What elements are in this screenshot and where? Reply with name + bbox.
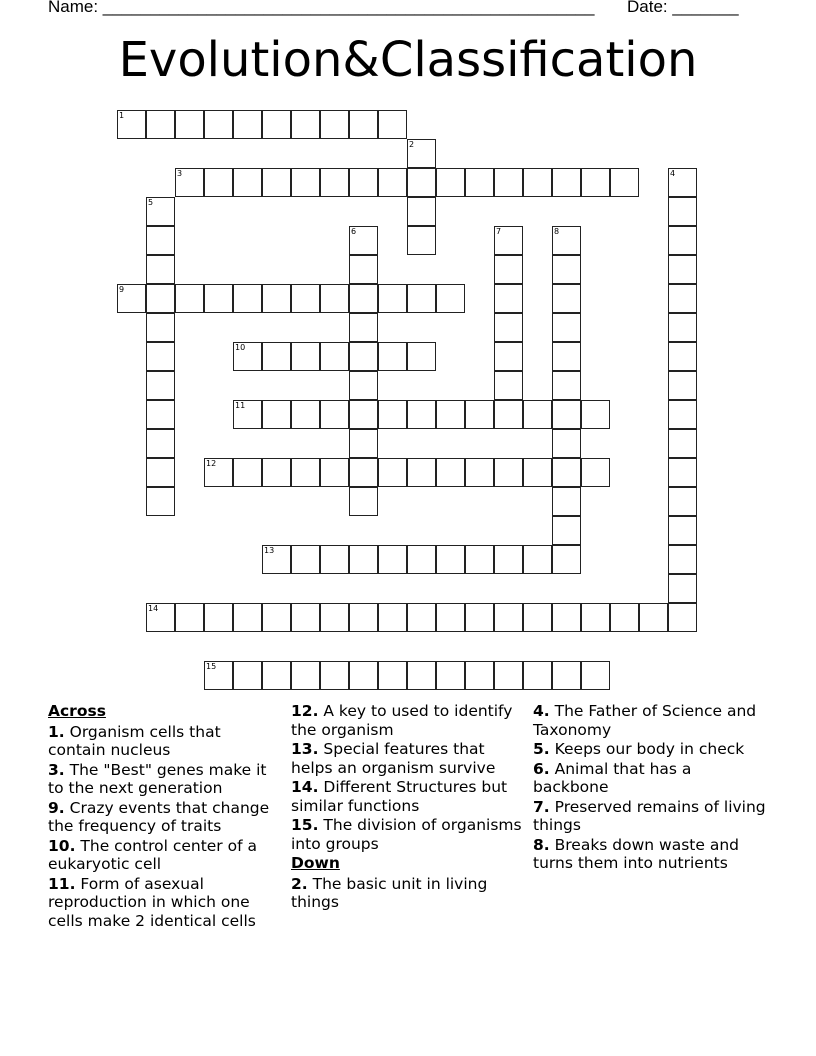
grid-cell[interactable] (204, 284, 233, 313)
grid-cell[interactable] (146, 371, 175, 400)
grid-cell[interactable] (291, 400, 320, 429)
grid-cell[interactable] (349, 342, 378, 371)
grid-cell[interactable] (407, 458, 436, 487)
grid-cell[interactable] (233, 342, 262, 371)
grid-cell[interactable] (552, 545, 581, 574)
grid-cell[interactable] (320, 168, 349, 197)
clues-column-2 (291, 702, 526, 913)
clues-column-3 (533, 702, 768, 874)
grid-cell[interactable] (349, 110, 378, 139)
grid-cell[interactable] (146, 255, 175, 284)
grid-cell[interactable] (639, 603, 668, 632)
grid-cell[interactable] (146, 400, 175, 429)
date-field[interactable]: Date: _______ (627, 0, 739, 16)
clue-down-5: 5. Keeps our body in check (533, 740, 745, 758)
grid-cell[interactable] (552, 313, 581, 342)
grid-cell[interactable] (320, 661, 349, 690)
grid-cell[interactable] (668, 429, 697, 458)
clue-down-8: 8. Breaks down waste and turns them into nutrients (533, 835, 740, 872)
grid-cell[interactable] (291, 545, 320, 574)
grid-cell[interactable] (465, 400, 494, 429)
grid-cell[interactable] (204, 168, 233, 197)
grid-cell[interactable] (320, 110, 349, 139)
grid-cell[interactable] (233, 603, 262, 632)
grid-cell[interactable] (378, 661, 407, 690)
grid-cell[interactable] (262, 168, 291, 197)
grid-cell[interactable] (378, 110, 407, 139)
grid-cell[interactable] (291, 110, 320, 139)
grid-cell[interactable] (262, 400, 291, 429)
grid-cell[interactable] (668, 603, 697, 632)
clue-across-3: 3. The "Best" genes make it to the next generation (48, 760, 267, 797)
crossword-grid (117, 110, 717, 710)
grid-cell[interactable] (262, 284, 291, 313)
grid-cell[interactable] (407, 284, 436, 313)
clue-across-13: 13. Special features that helps an organism survive (291, 740, 496, 777)
grid-cell[interactable] (320, 400, 349, 429)
grid-cell[interactable] (523, 400, 552, 429)
grid-cell[interactable] (552, 516, 581, 545)
clue-number: 15 (206, 662, 217, 671)
clue-number: 5 (148, 198, 154, 207)
grid-cell[interactable] (349, 458, 378, 487)
grid-cell[interactable] (552, 661, 581, 690)
grid-cell[interactable] (407, 139, 436, 168)
clue-number: 1 (119, 111, 125, 120)
grid-cell[interactable] (465, 545, 494, 574)
clues-column-1 (48, 702, 283, 931)
grid-cell[interactable] (494, 400, 523, 429)
grid-cell[interactable] (349, 429, 378, 458)
grid-cell[interactable] (581, 661, 610, 690)
grid-cell[interactable] (407, 226, 436, 255)
grid-cell[interactable] (668, 545, 697, 574)
grid-cell[interactable] (407, 168, 436, 197)
clue-across-11: 11. Form of asexual reproduction in which one cells make 2 identical cells (48, 874, 256, 930)
grid-cell[interactable] (494, 458, 523, 487)
grid-cell[interactable] (494, 284, 523, 313)
clue-across-12: 12. A key to used to identify the organism (291, 702, 513, 739)
grid-cell[interactable] (668, 516, 697, 545)
grid-cell[interactable] (320, 603, 349, 632)
grid-cell[interactable] (233, 400, 262, 429)
grid-cell[interactable] (494, 226, 523, 255)
grid-cell[interactable] (610, 603, 639, 632)
grid-cell[interactable] (668, 458, 697, 487)
grid-cell[interactable] (523, 168, 552, 197)
grid-cell[interactable] (291, 603, 320, 632)
grid-cell[interactable] (668, 371, 697, 400)
grid-cell[interactable] (668, 400, 697, 429)
grid-cell[interactable] (349, 168, 378, 197)
grid-cell[interactable] (233, 110, 262, 139)
grid-cell[interactable] (378, 284, 407, 313)
grid-cell[interactable] (494, 342, 523, 371)
grid-cell[interactable] (146, 226, 175, 255)
clue-across-10: 10. The control center of a eukaryotic cell (48, 836, 257, 873)
grid-cell[interactable] (407, 197, 436, 226)
grid-cell[interactable] (581, 458, 610, 487)
grid-cell[interactable] (349, 603, 378, 632)
grid-cell[interactable] (552, 603, 581, 632)
grid-cell[interactable] (552, 284, 581, 313)
grid-cell[interactable] (552, 487, 581, 516)
grid-cell[interactable] (233, 661, 262, 690)
grid-cell[interactable] (146, 342, 175, 371)
grid-cell[interactable] (552, 255, 581, 284)
grid-cell[interactable] (349, 487, 378, 516)
name-field[interactable]: Name: ____________________________________________________ (48, 0, 595, 16)
grid-cell[interactable] (465, 168, 494, 197)
grid-cell[interactable] (407, 342, 436, 371)
clue-down-7: 7. Preserved remains of living things (533, 797, 766, 834)
grid-cell[interactable] (349, 255, 378, 284)
grid-cell[interactable] (494, 545, 523, 574)
grid-cell[interactable] (668, 255, 697, 284)
grid-cell[interactable] (610, 168, 639, 197)
clue-number: 12 (206, 459, 217, 468)
grid-cell[interactable] (436, 603, 465, 632)
grid-cell[interactable] (465, 603, 494, 632)
grid-cell[interactable] (494, 371, 523, 400)
page-title: Evolution&Classification (118, 32, 698, 88)
grid-cell[interactable] (146, 487, 175, 516)
grid-cell[interactable] (204, 661, 233, 690)
grid-cell[interactable] (668, 226, 697, 255)
clue-number: 8 (554, 227, 560, 236)
clue-number: 4 (670, 169, 676, 178)
grid-cell[interactable] (291, 284, 320, 313)
grid-cell[interactable] (378, 603, 407, 632)
grid-cell[interactable] (262, 603, 291, 632)
grid-cell[interactable] (262, 458, 291, 487)
grid-cell[interactable] (436, 545, 465, 574)
grid-cell[interactable] (494, 168, 523, 197)
grid-cell[interactable] (349, 545, 378, 574)
grid-cell[interactable] (436, 284, 465, 313)
grid-cell[interactable] (436, 168, 465, 197)
grid-cell[interactable] (117, 284, 146, 313)
grid-cell[interactable] (262, 110, 291, 139)
across-heading: Across (48, 702, 106, 720)
grid-cell[interactable] (552, 458, 581, 487)
grid-cell[interactable] (146, 197, 175, 226)
grid-cell[interactable] (146, 458, 175, 487)
grid-cell[interactable] (291, 661, 320, 690)
grid-cell[interactable] (378, 400, 407, 429)
grid-cell[interactable] (146, 429, 175, 458)
grid-cell[interactable] (349, 284, 378, 313)
grid-cell[interactable] (494, 661, 523, 690)
grid-cell[interactable] (552, 168, 581, 197)
grid-cell[interactable] (552, 400, 581, 429)
grid-cell[interactable] (523, 545, 552, 574)
grid-cell[interactable] (581, 603, 610, 632)
down-heading: Down (291, 854, 340, 872)
grid-cell[interactable] (117, 110, 146, 139)
grid-cell[interactable] (262, 545, 291, 574)
grid-cell[interactable] (668, 197, 697, 226)
grid-cell[interactable] (320, 545, 349, 574)
clue-number: 3 (177, 169, 183, 178)
grid-cell[interactable] (349, 661, 378, 690)
grid-cell[interactable] (175, 603, 204, 632)
grid-cell[interactable] (378, 458, 407, 487)
grid-cell[interactable] (378, 168, 407, 197)
grid-cell[interactable] (349, 226, 378, 255)
grid-cell[interactable] (175, 284, 204, 313)
grid-cell[interactable] (494, 255, 523, 284)
grid-cell[interactable] (349, 371, 378, 400)
grid-cell[interactable] (436, 661, 465, 690)
grid-cell[interactable] (204, 603, 233, 632)
grid-cell[interactable] (407, 545, 436, 574)
grid-cell[interactable] (668, 574, 697, 603)
grid-cell[interactable] (494, 313, 523, 342)
grid-cell[interactable] (668, 168, 697, 197)
grid-cell[interactable] (291, 458, 320, 487)
clue-number: 6 (351, 227, 357, 236)
grid-cell[interactable] (436, 458, 465, 487)
grid-cell[interactable] (233, 168, 262, 197)
grid-cell[interactable] (320, 284, 349, 313)
grid-cell[interactable] (552, 429, 581, 458)
grid-cell[interactable] (204, 458, 233, 487)
grid-cell[interactable] (494, 603, 523, 632)
grid-cell[interactable] (175, 168, 204, 197)
grid-cell[interactable] (349, 313, 378, 342)
grid-cell[interactable] (146, 603, 175, 632)
clue-across-1: 1. Organism cells that contain nucleus (48, 722, 221, 759)
grid-cell[interactable] (581, 168, 610, 197)
grid-cell[interactable] (407, 603, 436, 632)
clue-down-2: 2. The basic unit in living things (291, 874, 488, 911)
grid-cell[interactable] (349, 400, 378, 429)
clue-across-9: 9. Crazy events that change the frequency of traits (48, 798, 270, 835)
grid-cell[interactable] (668, 487, 697, 516)
grid-cell[interactable] (581, 400, 610, 429)
grid-cell[interactable] (552, 371, 581, 400)
clue-down-4: 4. The Father of Science and Taxonomy (533, 702, 757, 739)
clue-across-14: 14. Different Structures but similar functions (291, 778, 508, 815)
grid-cell[interactable] (668, 342, 697, 371)
grid-cell[interactable] (552, 226, 581, 255)
clue-number: 10 (235, 343, 246, 352)
grid-cell[interactable] (523, 458, 552, 487)
grid-cell[interactable] (233, 284, 262, 313)
grid-cell[interactable] (436, 400, 465, 429)
grid-cell[interactable] (233, 458, 262, 487)
grid-cell[interactable] (407, 400, 436, 429)
clue-number: 14 (148, 604, 159, 613)
clue-across-15: 15. The division of organisms into groups (291, 816, 522, 853)
clue-number: 9 (119, 285, 125, 294)
clue-number: 13 (264, 546, 275, 555)
grid-cell[interactable] (407, 661, 436, 690)
grid-cell[interactable] (378, 342, 407, 371)
clue-down-6: 6. Animal that has a backbone (533, 759, 692, 796)
grid-cell[interactable] (146, 284, 175, 313)
grid-cell[interactable] (320, 458, 349, 487)
grid-cell[interactable] (523, 661, 552, 690)
grid-cell[interactable] (175, 110, 204, 139)
grid-cell[interactable] (378, 545, 407, 574)
grid-cell[interactable] (523, 603, 552, 632)
grid-cell[interactable] (262, 342, 291, 371)
grid-cell[interactable] (291, 342, 320, 371)
clue-number: 2 (409, 140, 415, 149)
grid-cell[interactable] (465, 458, 494, 487)
grid-cell[interactable] (552, 342, 581, 371)
clue-number: 11 (235, 401, 246, 410)
clue-number: 7 (496, 227, 502, 236)
grid-cell[interactable] (668, 313, 697, 342)
grid-cell[interactable] (320, 342, 349, 371)
grid-cell[interactable] (204, 110, 233, 139)
grid-cell[interactable] (146, 313, 175, 342)
grid-cell[interactable] (465, 661, 494, 690)
grid-cell[interactable] (291, 168, 320, 197)
grid-cell[interactable] (262, 661, 291, 690)
grid-cell[interactable] (668, 284, 697, 313)
grid-cell[interactable] (146, 110, 175, 139)
